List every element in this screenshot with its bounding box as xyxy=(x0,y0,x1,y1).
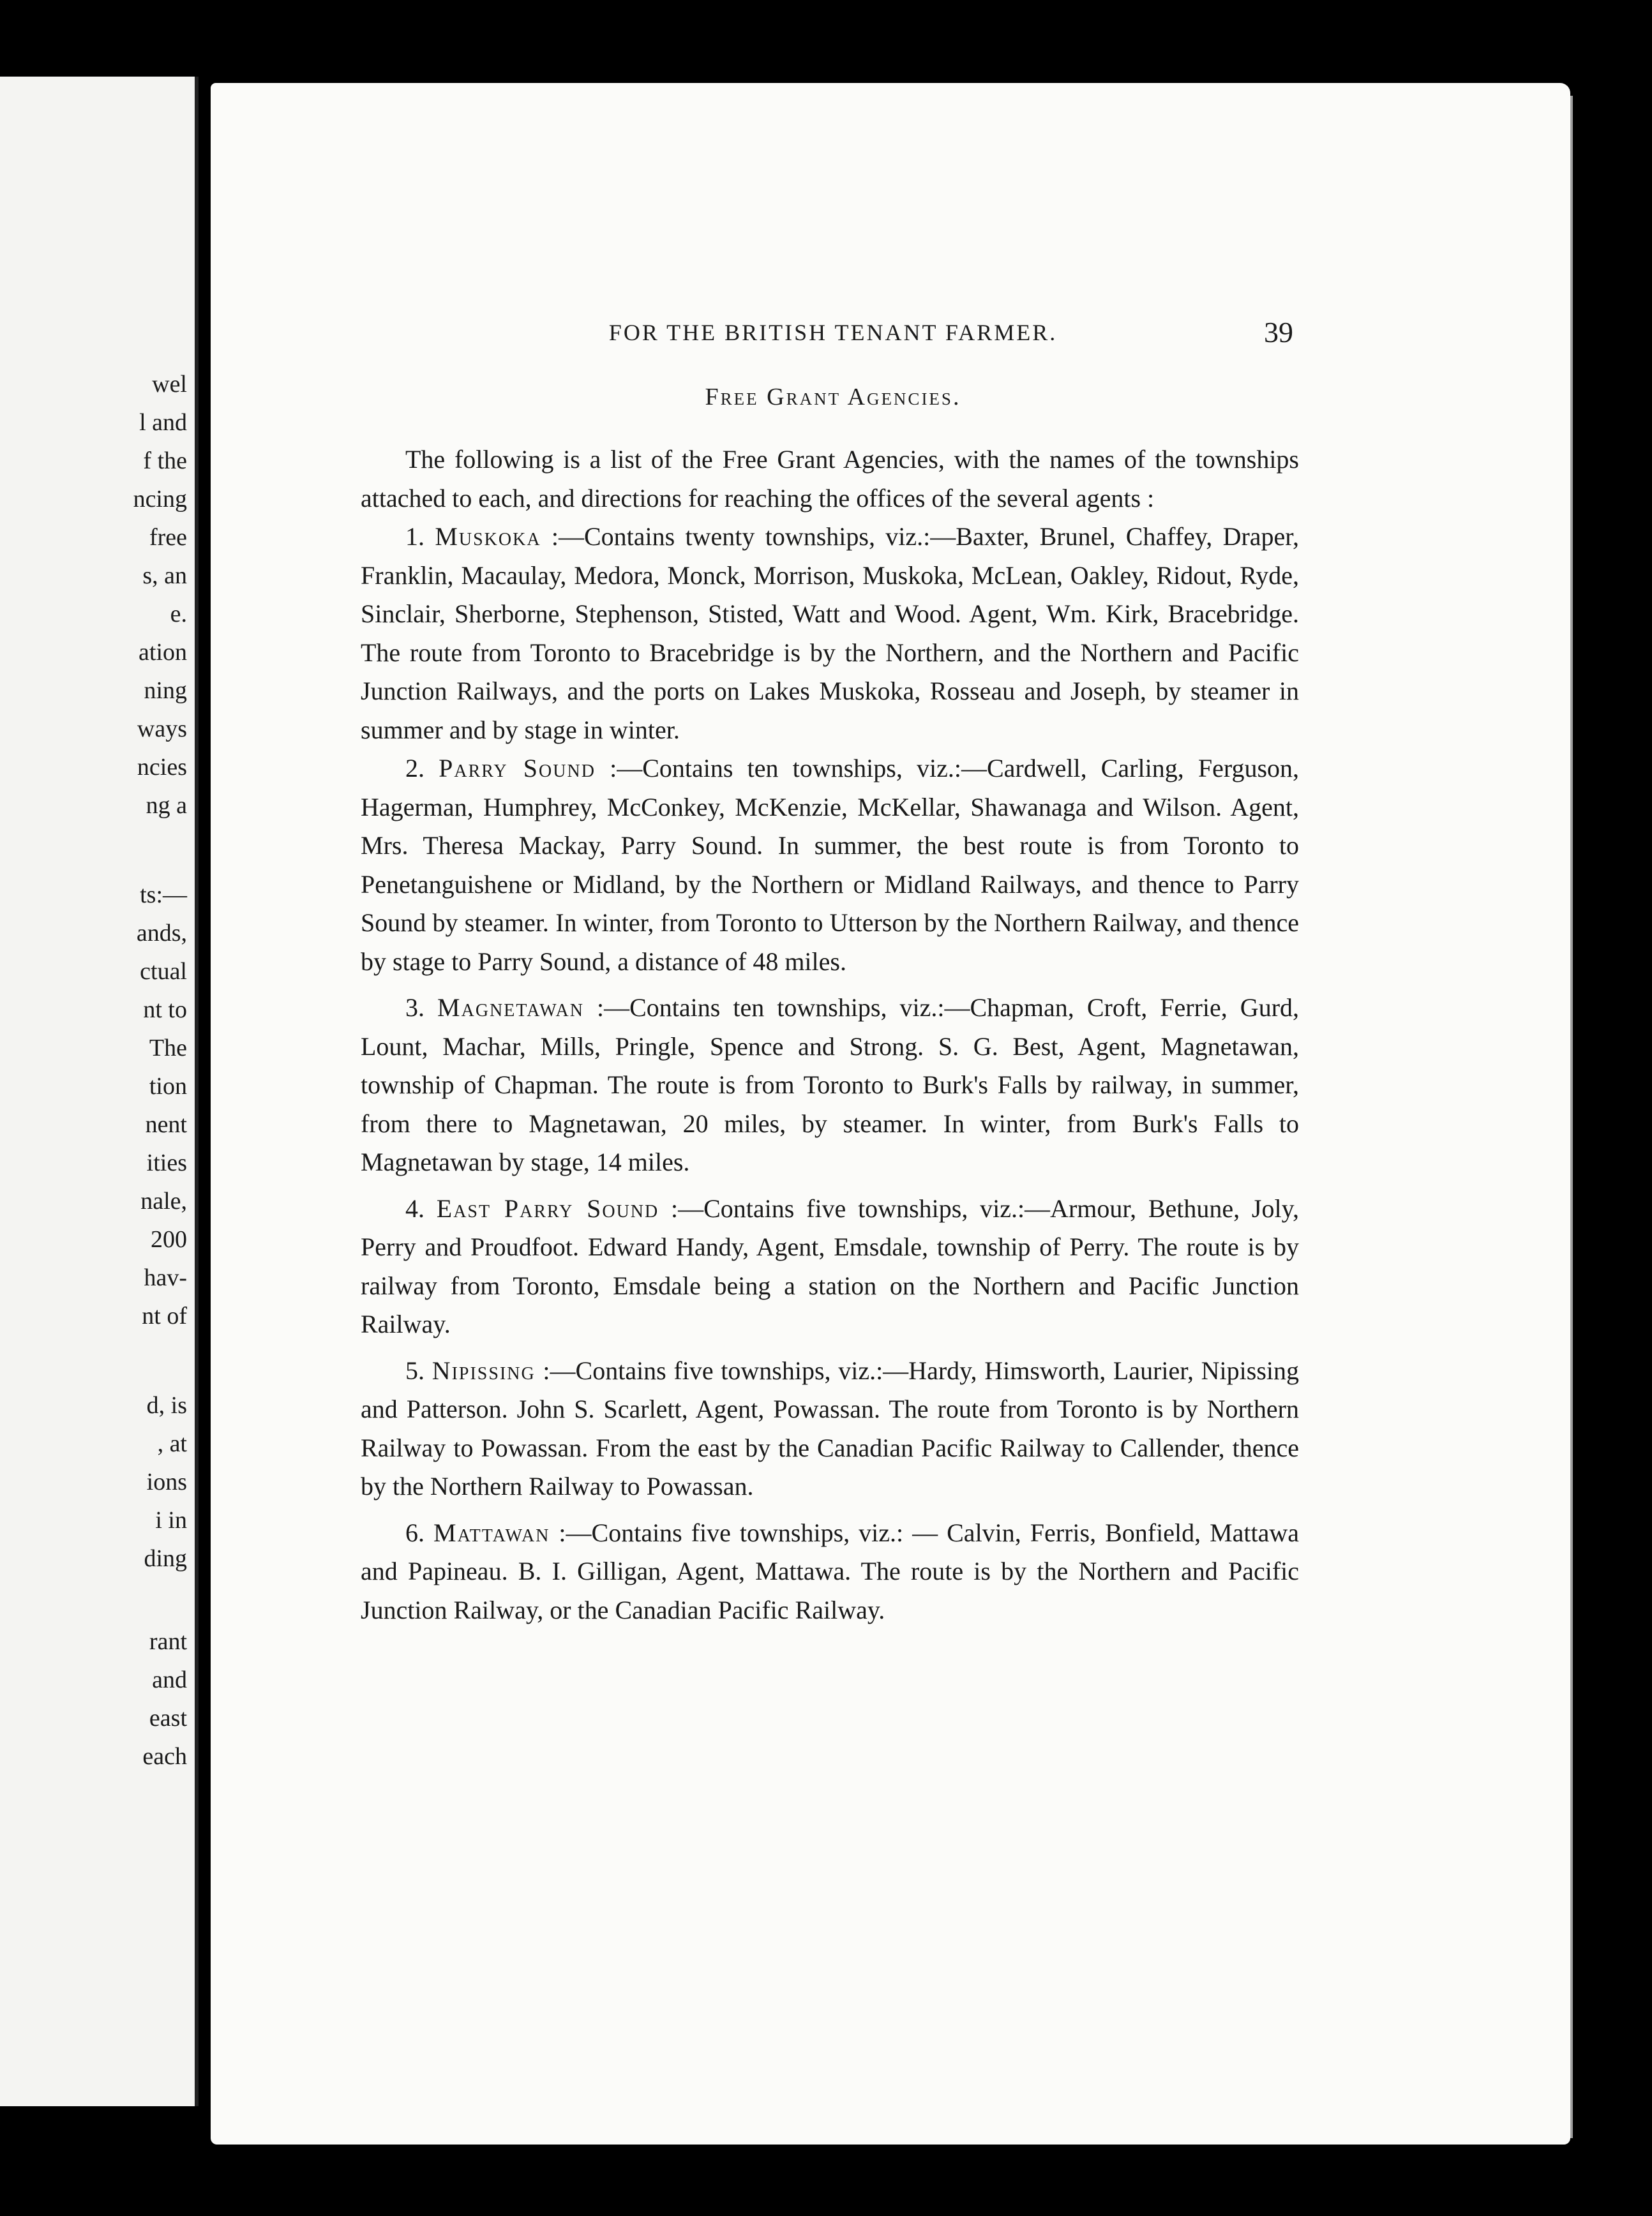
facing-page-fragment: ncing xyxy=(133,486,187,513)
agency-text: :—Contains ten townships, viz.:—Cardwell, Carling, Ferguson, Hagerman, Humphrey, McConkey, McKenzie, McKellar, Shawanaga and Wilson. Agent, Mrs. Theresa Mackay, Parry Sound. In summer, the best route is from Toronto to Penetanguishene or Midland, by the Northern or Midland Railways, and thence to Parry Sound by steamer. In winter, from Toronto to Utterson by the Northern Railway, and thence by stage to Parry Sound, a distance of 48 miles. xyxy=(361,754,1300,976)
facing-page-fragment: s, an xyxy=(142,562,187,589)
section-title: Free Grant Agencies. xyxy=(705,384,961,410)
agency-name: Muskoka xyxy=(435,522,541,551)
agency-name: East Parry Sound xyxy=(436,1194,659,1223)
agency-number: 4. xyxy=(405,1194,424,1223)
facing-page-fragment: ands, xyxy=(136,920,187,947)
agency-number: 1. xyxy=(405,522,424,551)
intro-paragraph: The following is a list of the Free Grant Agencies, with the names of the townships attached to each, and directions for reaching the offices of the several agents : xyxy=(361,445,1299,513)
facing-page-fragment: ncies xyxy=(137,754,187,781)
facing-page-fragment: nent xyxy=(145,1111,187,1138)
facing-page-fragment: wel xyxy=(152,371,187,398)
agency-text: :—Contains twenty townships, viz.:—Baxter, Brunel, Chaffey, Draper, Franklin, Macaulay, Medora, Monck, Morrison, Muskoka, McLean, Oakley, Ridout, Ryde, Sinclair, Sherborne, Stephenson, Stisted, Watt and Wood. Agent, Wm. Kirk, Bracebridge. The route from Toronto to Bracebridge is by the Northern, and the Northern and Pacific Junction Railways, and the ports on Lakes Muskoka, Rosseau and Joseph, by steamer in summer and by stage in winter. xyxy=(361,522,1299,744)
agency-name: Mattawan xyxy=(433,1518,550,1547)
facing-page-fragment: 200 xyxy=(151,1226,187,1253)
agency-name: Magnetawan xyxy=(437,993,584,1022)
facing-page-fragment: hav- xyxy=(144,1264,187,1291)
agency-text: :—Contains five townships, viz.:—Hardy, Himsworth, Laurier, Nipissing and Patterson. John S. Scarlett, Agent, Powassan. The route from Toronto is by Northern Railway to Powassan. From the east by the Canadian Pacific Railway to Callender, thence by the Northern Railway to Powassan. xyxy=(361,1356,1300,1501)
agency-entry-muskoka xyxy=(361,518,1299,749)
facing-page-fragment: ng a xyxy=(146,792,187,819)
facing-page-fragment: ts:— xyxy=(140,881,187,908)
agency-entry-nipissing xyxy=(361,1352,1299,1506)
facing-page-fragment: e. xyxy=(170,601,187,627)
agency-text: :—Contains five townships, viz.: — Calvin, Ferris, Bonfield, Mattawa and Papineau. B. I. Gilligan, Agent, Mattawa. The route is by the Northern and Pacific Junction Railway, or the Canadian Pacific Railway. xyxy=(361,1518,1300,1624)
body-text xyxy=(361,440,1299,1637)
facing-page-fragment: f the xyxy=(143,447,187,474)
facing-page-fragment: The xyxy=(149,1035,187,1061)
running-head: FOR THE BRITISH TENANT FARMER. xyxy=(608,320,1058,345)
facing-page-fragment: ctual xyxy=(140,958,187,985)
facing-page-fragment: east xyxy=(149,1705,187,1732)
agency-entry-mattawan xyxy=(361,1514,1299,1630)
agency-entry-parry-sound xyxy=(361,749,1299,981)
facing-page-fragment: ning xyxy=(144,677,187,704)
facing-page-fragment: ation xyxy=(139,639,187,666)
page-number: 39 xyxy=(1264,316,1293,348)
facing-page-fragment: tion xyxy=(149,1073,187,1100)
facing-page-fragment: ions xyxy=(146,1469,187,1495)
facing-page-fragment: nt of xyxy=(142,1303,187,1329)
facing-page-fragment: , at xyxy=(157,1430,187,1457)
facing-page-fragment: d, is xyxy=(146,1392,187,1419)
agency-text: :—Contains five townships, viz.:—Armour, Bethune, Joly, Perry and Proudfoot. Edward Handy, Agent, Emsdale, township of Perry. The route is by railway from Toronto, Emsdale being a station on the Northern and Pacific Junction Railway. xyxy=(361,1194,1300,1338)
facing-page-fragment: ities xyxy=(146,1149,187,1176)
agency-name: Parry Sound xyxy=(439,754,596,782)
facing-page-fragment: nt to xyxy=(143,996,187,1023)
agency-entry-magnetawan xyxy=(361,989,1299,1182)
facing-page-fragment: ways xyxy=(137,715,187,742)
facing-page-fragment: and xyxy=(152,1666,187,1693)
facing-page-edge xyxy=(0,77,199,2106)
agency-number: 6. xyxy=(405,1518,424,1547)
agency-text: :—Contains ten townships, viz.:—Chapman, Croft, Ferrie, Gurd, Lount, Machar, Mills, Pringle, Spence and Strong. S. G. Best, Agent, Magnetawan, township of Chapman. The route is from Toronto to Burk's Falls by railway, in summer, from there to Magnetawan, 20 miles, by steamer. In winter, from Burk's Falls to Magnetawan by stage, 14 miles. xyxy=(361,993,1300,1176)
agency-number: 2. xyxy=(405,754,424,782)
facing-page-fragment: free xyxy=(149,524,187,551)
facing-page-fragment: rant xyxy=(149,1628,187,1655)
facing-page-fragment: i in xyxy=(155,1507,187,1534)
facing-page-fragment: ding xyxy=(144,1545,187,1572)
agency-entry-east-parry-sound xyxy=(361,1190,1299,1344)
facing-page-fragment: each xyxy=(142,1743,187,1770)
agency-number: 5. xyxy=(405,1356,424,1385)
agency-number: 3. xyxy=(405,993,424,1022)
agency-name: Nipissing xyxy=(432,1356,536,1385)
facing-page-fragment: l and xyxy=(139,409,187,436)
facing-page-fragment: nale, xyxy=(140,1188,187,1215)
